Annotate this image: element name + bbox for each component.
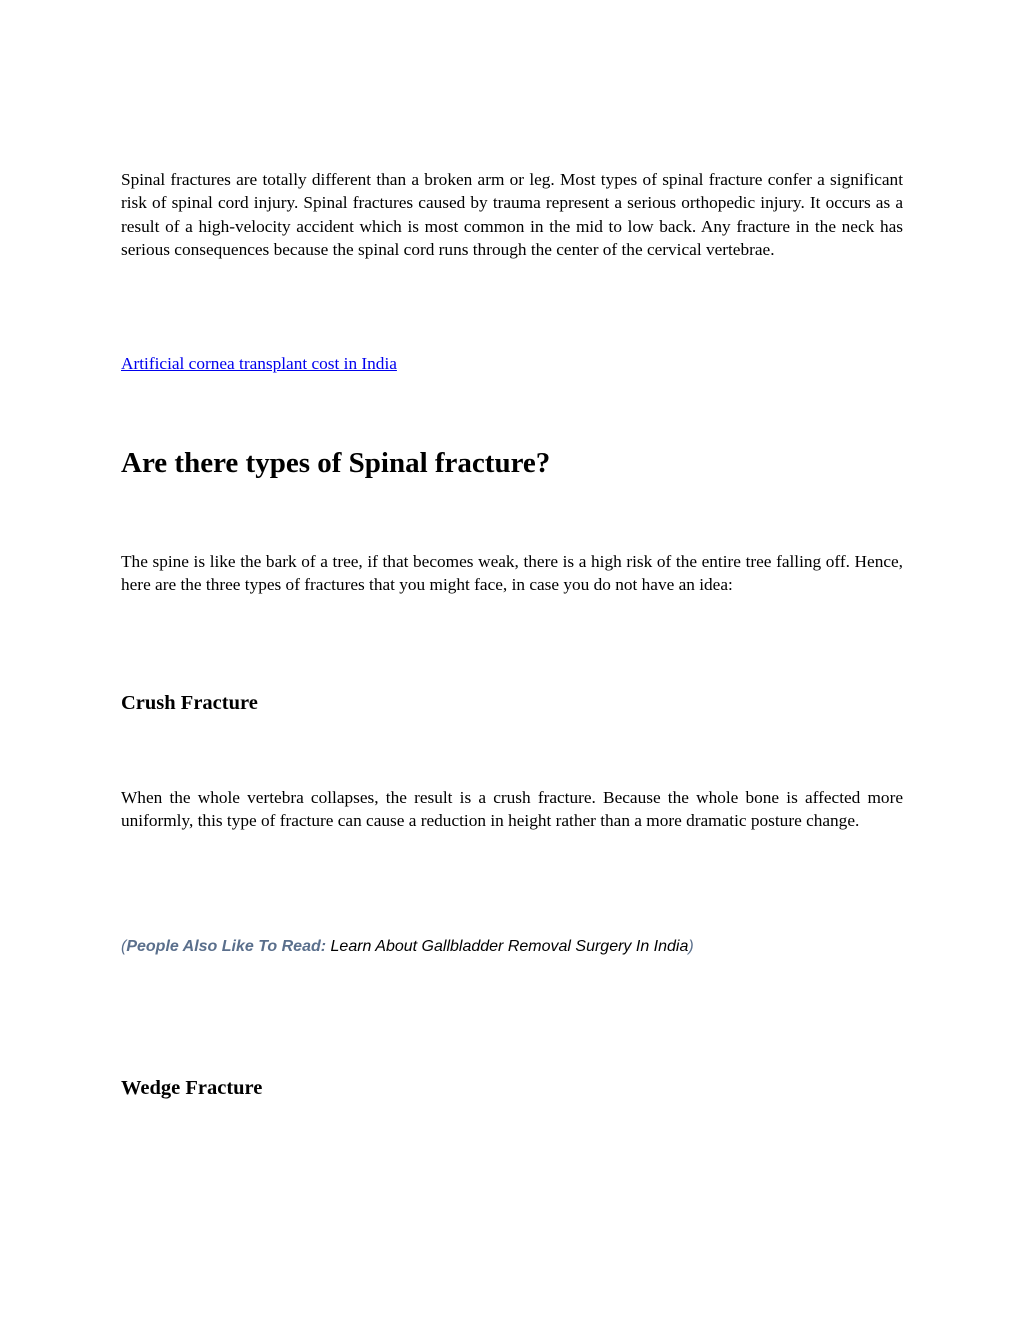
section-heading-types: Are there types of Spinal fracture? [121, 447, 551, 479]
crush-fracture-paragraph: When the whole vertebra collapses, the result is a crush fracture. Because the whole bone is affected more uniformly, this type of fracture can cause a reduction in height rather than a more dramatic posture change. [121, 788, 903, 831]
types-intro-paragraph: The spine is like the bark of a tree, if that becomes weak, there is a high risk of the entire tree falling off. Hence, here are the three types of fractures that you might face, in case you do not have an idea: [121, 552, 903, 595]
document-page [121, 0, 903, 1325]
crush-fracture-heading: Crush Fracture [121, 692, 258, 714]
also-read-label: People Also Like To Read: [126, 938, 327, 955]
also-read-close-paren: ) [688, 938, 694, 955]
artificial-cornea-link[interactable]: Artificial cornea transplant cost in India [121, 354, 397, 373]
gallbladder-article-link[interactable]: Learn About Gallbladder Removal Surgery In India [326, 938, 689, 955]
wedge-fracture-heading: Wedge Fracture [121, 1077, 263, 1099]
intro-paragraph: Spinal fractures are totally different than a broken arm or leg. Most types of spinal fracture confer a significant risk of spinal cord injury. Spinal fractures caused by trauma represent a serious orthopedic injury. It occurs as a result of a high-velocity accident which is most common in the mid to low back. Any fracture in the neck has serious consequences because the spinal cord runs through the center of the cervical vertebrae. [121, 170, 903, 260]
people-also-read-note [121, 936, 694, 958]
also-read-open-paren: ( [121, 938, 127, 955]
